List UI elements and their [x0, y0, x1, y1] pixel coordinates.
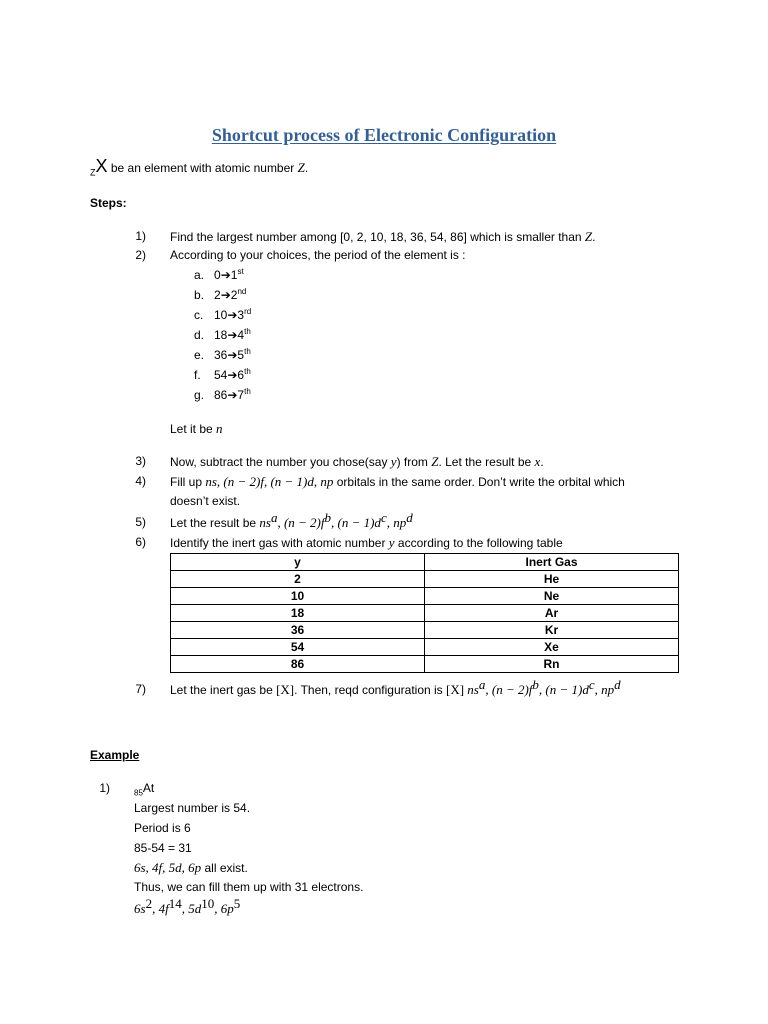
example-line-2: Period is 6: [134, 821, 191, 835]
cell-y: 86: [171, 656, 425, 673]
cell-y: 36: [171, 622, 425, 639]
period-number: 0: [214, 268, 221, 282]
period-value: 3: [237, 308, 245, 322]
period-suffix: rd: [244, 307, 252, 316]
column-header-inert-gas: Inert Gas: [425, 554, 679, 571]
example-element: At: [142, 781, 155, 795]
period-value: 1: [230, 268, 238, 282]
table-row: [171, 639, 679, 656]
period-letter: d.: [194, 328, 205, 342]
arrow-icon: ➔: [227, 308, 238, 322]
cell-inert-gas: Rn: [425, 656, 679, 673]
period-letter: c.: [194, 308, 204, 322]
period-value: 2: [230, 288, 238, 302]
table-header-row: [171, 554, 679, 571]
period-suffix: st: [237, 267, 244, 276]
cell-inert-gas: Ne: [425, 588, 679, 605]
period-number: 10: [214, 308, 228, 322]
cell-inert-gas: He: [425, 571, 679, 588]
cell-y: 10: [171, 588, 425, 605]
period-letter: g.: [194, 388, 205, 402]
intro-line: $_Z$X be an element with atomic number Z.: [90, 156, 309, 178]
period-suffix: th: [244, 347, 251, 356]
period-suffix: th: [244, 367, 251, 376]
cell-inert-gas: Kr: [425, 622, 679, 639]
table-row: [171, 588, 679, 605]
period-value: 6: [237, 368, 245, 382]
arrow-icon: ➔: [227, 328, 238, 342]
cell-y: 2: [171, 571, 425, 588]
element-symbol: X: [95, 156, 108, 176]
period-suffix: nd: [237, 287, 247, 296]
period-value: 7: [237, 388, 245, 402]
inert-gas-table: [170, 553, 679, 673]
cell-inert-gas: Ar: [425, 605, 679, 622]
period-number: 2: [214, 288, 221, 302]
period-number: 18: [214, 328, 228, 342]
document-page: Shortcut process of Electronic Configuration $_Z$X be an element with atomic number Z. Steps: 1) Find the largest number among [0, 2, 10, 18, 36, 54, 86] which is smaller than Z. 2) According to your choices, the period of the element is : a. 0➔1st b. 2➔2nd c. 10➔3rd d. 18➔4th e. 36➔5th f. 54➔6th g. 86➔7th Let it be n 3) Now, subtract the number you chose(say y) from Z. Let the result be x. 4) Fill up ns, (n − 2)f, (n − 1)d, np orbitals in the same order. Don’t write the orbital which doesn’t exist. 5) Let the result be $ns^a$, $(n - 2)f^b$, $(n - 1)d^c$, $np^d$ 6) Identify the inert gas with atomic number y according to the following table y Inert Gas 2 He 10 Ne 18 Ar 36 Kr 54 Xe 86 Rn 7) Let the inert gas be [X]. Then, reqd configuration is [X] $ns^a$, $(n - 2)f^b$, $(n - 1)d^c$, $np^d$ Example 1) $_{85}$At Largest number is 54. Period is 6 85-54 = 31 6s, 4f, 5d, 6p all exist. Thus, we can fill them up with 31 electrons. $6s^2$, $4f^{14}$, $5d^{10}$, $6p^5$: [0, 0, 768, 1024]
arrow-icon: ➔: [220, 268, 231, 282]
intro-var: Z: [297, 160, 305, 175]
table-row: [171, 605, 679, 622]
step-4-continued: doesn’t exist.: [170, 494, 241, 508]
atomic-number-subscript: Z: [90, 167, 96, 178]
example-atomic-number: 85: [134, 788, 143, 798]
period-letter: b.: [194, 288, 205, 302]
example-line-1: Largest number is 54.: [134, 801, 251, 815]
period-suffix: th: [244, 387, 251, 396]
example-configuration: $6s^2$, $4f^{14}$, $5d^{10}$, $6p^5$: [134, 896, 241, 916]
period-number: 36: [214, 348, 228, 362]
example-line-4: 6s, 4f, 5d, 6p all exist.: [134, 860, 248, 875]
column-header-y: y: [171, 554, 425, 571]
period-value: 4: [237, 328, 245, 342]
example-line-3: 85-54 = 31: [134, 841, 192, 855]
period-number: 86: [214, 388, 228, 402]
example-line-5: Thus, we can fill them up with 31 electrons.: [134, 880, 364, 894]
cell-y: 18: [171, 605, 425, 622]
arrow-icon: ➔: [227, 368, 238, 382]
example-heading: Example: [90, 748, 140, 762]
cell-inert-gas: Xe: [425, 639, 679, 656]
steps-heading: Steps:: [90, 196, 127, 210]
table-row: [171, 571, 679, 588]
period-letter: f.: [194, 368, 201, 382]
arrow-icon: ➔: [227, 348, 238, 362]
intro-text: be an element with atomic number: [107, 161, 298, 175]
period-letter: e.: [194, 348, 205, 362]
period-suffix: th: [244, 327, 251, 336]
period-number: 54: [214, 368, 228, 382]
period-letter: a.: [194, 268, 205, 282]
table-row: [171, 656, 679, 673]
period-value: 5: [237, 348, 245, 362]
let-n-line: Let it be n: [170, 421, 223, 436]
page-title: Shortcut process of Electronic Configuration: [211, 125, 557, 145]
table-row: [171, 622, 679, 639]
arrow-icon: ➔: [220, 288, 231, 302]
cell-y: 54: [171, 639, 425, 656]
arrow-icon: ➔: [227, 388, 238, 402]
